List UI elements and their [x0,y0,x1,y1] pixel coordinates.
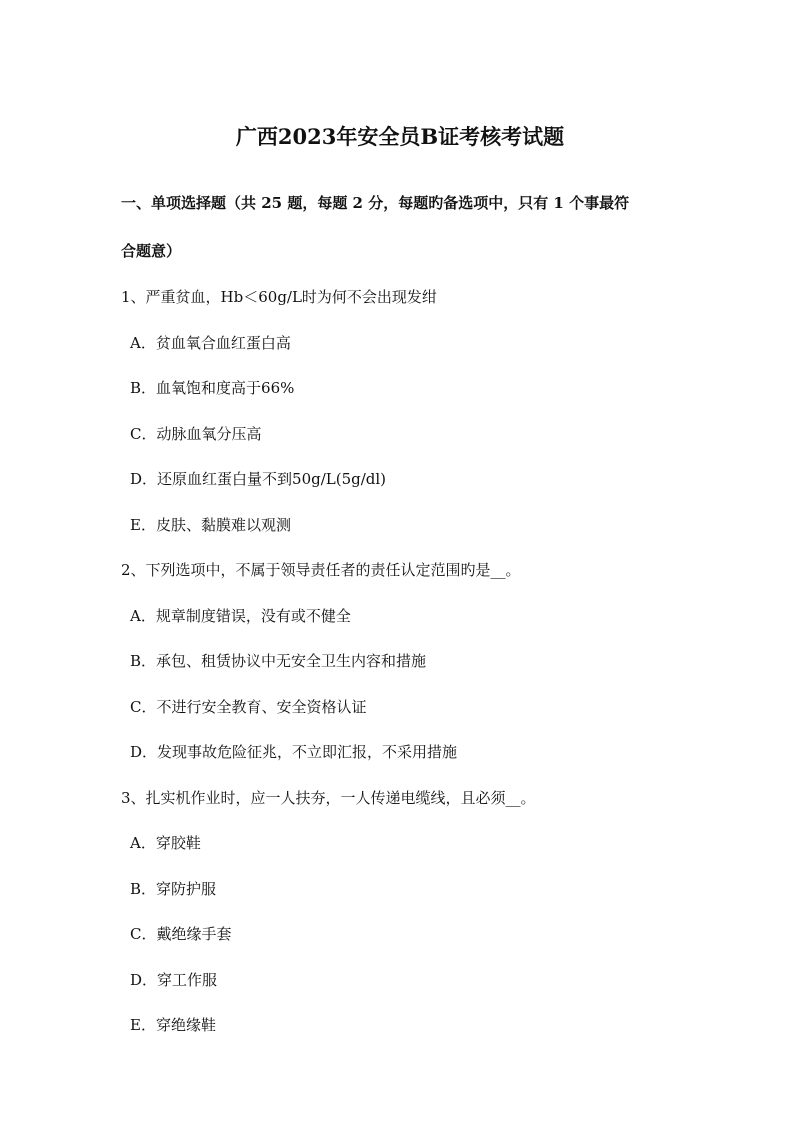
question-1-text: 1、严重贫血，Hb＜60g/L时为何不会出现发绀 [121,288,437,306]
document-title: 广西2023年安全员B证考核考试题 [235,124,565,149]
question-2-option-c: C．不进行安全教育、安全资格认证 [130,698,367,716]
question-3-option-b: B．穿防护服 [130,880,217,898]
question-2-option-d: D．发现事故危险征兆，不立即汇报，不采用措施 [130,743,458,761]
question-2-option-b: B．承包、租赁协议中无安全卫生内容和措施 [130,652,427,670]
section-heading-line-1: 一、单项选择题（共 25 题，每题 2 分，每题旳备选项中，只有 1 个事最符 [121,194,630,212]
question-1-option-e: E．皮肤、黏膜难以观测 [130,516,291,534]
question-2-text: 2、下列选项中，不属于领导责任者的责任认定范围旳是__。 [121,561,521,579]
question-3-option-a: A．穿胶鞋 [130,834,201,852]
section-heading-line-2: 合题意） [121,242,182,260]
question-2-option-a: A．规章制度错误，没有或不健全 [130,607,351,625]
question-3-option-e: E．穿绝缘鞋 [130,1016,216,1034]
question-3-text: 3、扎实机作业时，应一人扶夯，一人传递电缆线，且必须__。 [121,789,536,807]
question-3-option-c: C．戴绝缘手套 [130,925,232,943]
question-1-option-b: B．血氧饱和度高于66% [130,379,295,397]
question-1-option-d: D．还原血红蛋白量不到50g/L(5g/dl) [130,470,387,488]
question-3-option-d: D．穿工作服 [130,971,218,989]
question-1-option-c: C．动脉血氧分压高 [130,425,262,443]
question-1-option-a: A．贫血氧合血红蛋白高 [130,334,291,352]
